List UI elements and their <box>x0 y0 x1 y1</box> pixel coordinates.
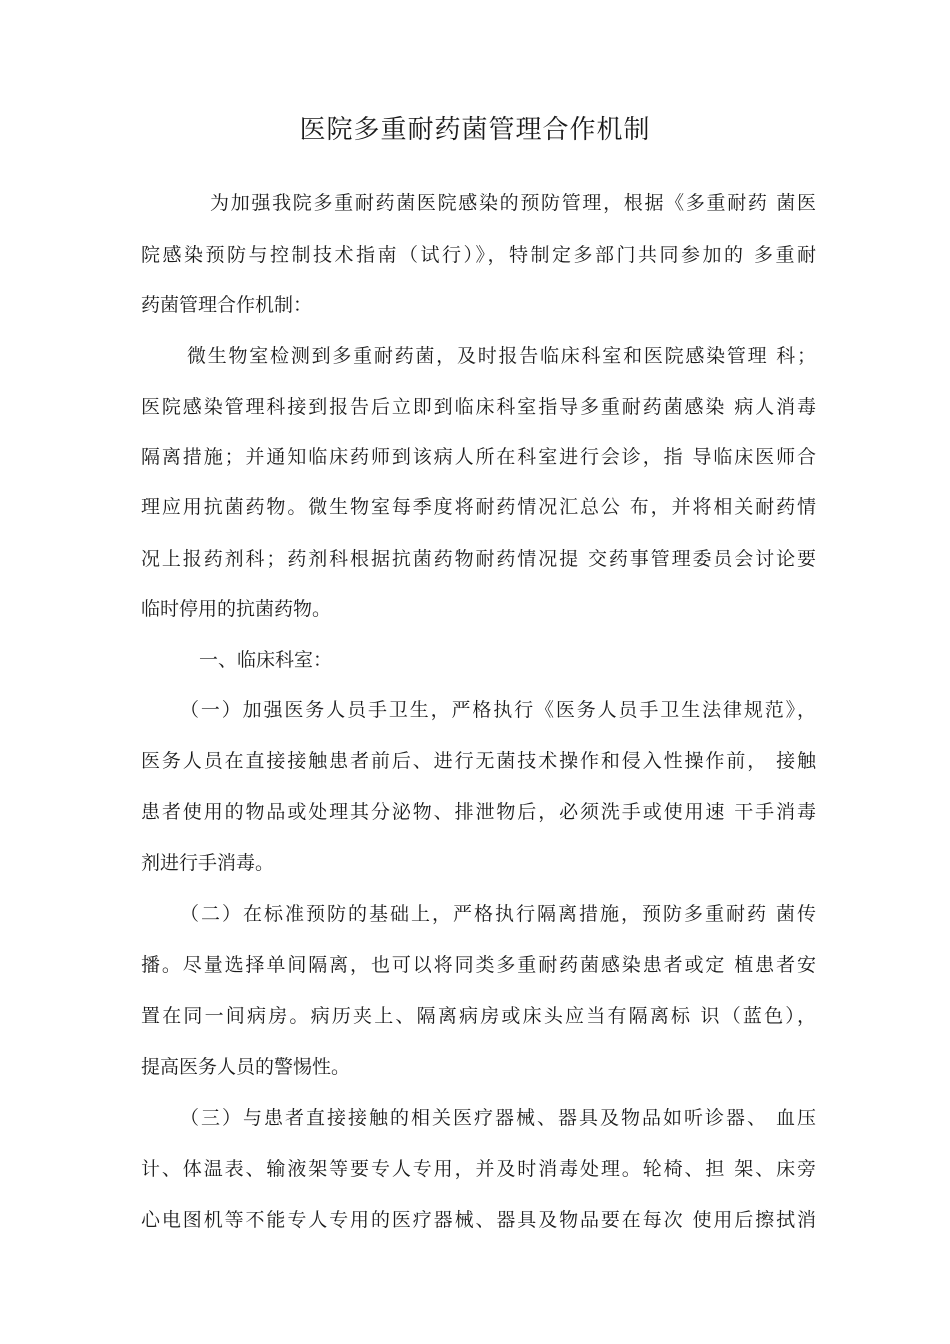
paragraph-line: （三）与患者直接接触的相关医疗器械、器具及物品如听诊器、 血压 <box>180 1107 816 1129</box>
paragraph-line: 患者使用的物品或处理其分泌物、排泄物后，必须洗手或使用速 干手消毒 <box>141 801 816 823</box>
paragraph-line: 提高医务人员的警惕性。 <box>141 1056 351 1078</box>
paragraph-line: 临时停用的抗菌药物。 <box>141 598 332 620</box>
section-heading: 一、临床科室： <box>199 649 333 671</box>
paragraph-line: （一）加强医务人员手卫生，严格执行《医务人员手卫生法律规范》， <box>180 699 816 721</box>
paragraph-line: 院感染预防与控制技术指南（试行）》，特制定多部门共同参加的 多重耐 <box>141 244 816 266</box>
paragraph-line: 计、体温表、输液架等要专人专用，并及时消毒处理。轮椅、担 架、床旁 <box>141 1158 816 1180</box>
document-title: 医院多重耐药菌管理合作机制 <box>299 115 651 145</box>
paragraph-line: 微生物室检测到多重耐药菌，及时报告临床科室和医院感染管理 科； <box>187 345 816 367</box>
paragraph-line: 药菌管理合作机制： <box>141 294 313 316</box>
paragraph-line: 况上报药剂科；药剂科根据抗菌药物耐药情况提 交药事管理委员会讨论要 <box>141 548 816 570</box>
paragraph-line: 隔离措施；并通知临床药师到该病人所在科室进行会诊，指 导临床医师合 <box>141 446 816 468</box>
paragraph-line: 心电图机等不能专人专用的医疗器械、器具及物品要在每次 使用后擦拭消 <box>141 1209 816 1231</box>
paragraph-line: 剂进行手消毒。 <box>141 852 275 874</box>
paragraph-line: 医院感染管理科接到报告后立即到临床科室指导多重耐药菌感染 病人消毒 <box>141 396 816 418</box>
paragraph-line: 置在同一间病房。病历夹上、隔离病房或床头应当有隔离标 识（蓝色）， <box>141 1005 816 1027</box>
paragraph-line: （二）在标准预防的基础上，严格执行隔离措施，预防多重耐药 菌传 <box>180 903 816 925</box>
paragraph-line: 理应用抗菌药物。微生物室每季度将耐药情况汇总公 布，并将相关耐药情 <box>141 496 816 518</box>
paragraph-line: 为加强我院多重耐药菌医院感染的预防管理，根据《多重耐药 菌医 <box>210 192 816 214</box>
paragraph-line: 播。尽量选择单间隔离，也可以将同类多重耐药菌感染患者或定 植患者安 <box>141 954 816 976</box>
paragraph-line: 医务人员在直接接触患者前后、进行无菌技术操作和侵入性操作前， 接触 <box>141 750 816 772</box>
